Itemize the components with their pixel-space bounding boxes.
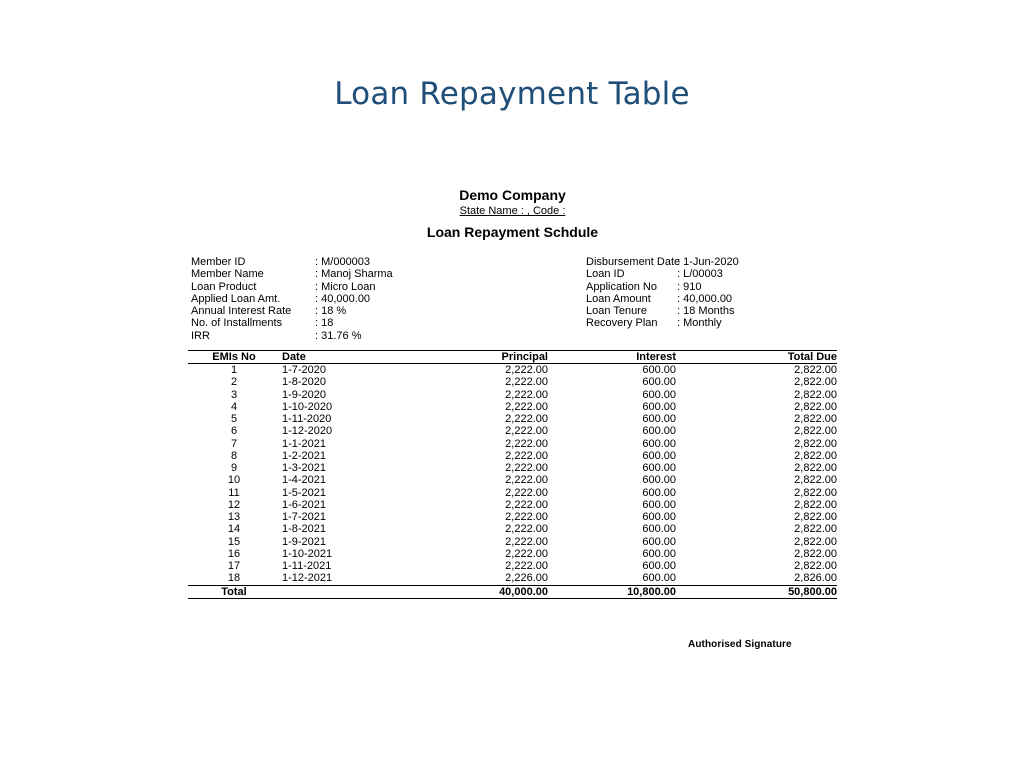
- total-due-cell: 2,822.00: [794, 462, 837, 475]
- member-info-row: [191, 268, 491, 280]
- table-row: [188, 450, 837, 462]
- total-due: 50,800.00: [676, 585, 837, 598]
- date-cell: 1-8-2020: [282, 376, 327, 389]
- table-row: [188, 401, 837, 413]
- date-cell: 1-2-2021: [282, 449, 327, 462]
- date-cell: 1-4-2021: [282, 474, 327, 487]
- emi-no-cell: 2: [230, 376, 238, 389]
- member-info: [191, 256, 491, 342]
- header-emi-no: EMIs No: [188, 351, 280, 364]
- member-info-row-label: Loan Product: [191, 280, 257, 293]
- emi-no-cell: 14: [227, 523, 241, 536]
- total-due-cell: 2,822.00: [794, 474, 837, 487]
- interest-cell: 600.00: [642, 376, 676, 389]
- interest-cell: 600.00: [642, 364, 676, 377]
- emi-no-cell: 7: [230, 437, 238, 450]
- interest-cell: 600.00: [642, 437, 676, 450]
- loan-info-row: [586, 281, 836, 293]
- principal-cell: 2,222.00: [505, 413, 548, 426]
- total-due-cell: 2,822.00: [794, 498, 837, 511]
- total-due-cell: 2,822.00: [794, 511, 837, 524]
- table-row: [188, 560, 837, 572]
- date-cell: 1-9-2020: [282, 388, 327, 401]
- emi-no-cell: 9: [230, 462, 238, 475]
- emi-no-cell: 1: [230, 364, 238, 377]
- table-row: [188, 389, 837, 401]
- emi-no-cell: 17: [227, 560, 241, 573]
- member-info-row-label: Annual Interest Rate: [191, 305, 292, 318]
- member-info-row-value: : 18: [315, 317, 334, 330]
- member-info-row-label: Member ID: [191, 256, 246, 268]
- total-due-cell: 2,822.00: [794, 425, 837, 438]
- table-header-row: [188, 351, 837, 364]
- member-info-row: [191, 256, 491, 268]
- member-info-row-label: Applied Loan Amt.: [191, 292, 281, 305]
- header-total-due: Total Due: [676, 351, 837, 364]
- loan-info-row: [586, 305, 836, 317]
- principal-cell: 2,222.00: [505, 547, 548, 560]
- interest-cell: 600.00: [642, 413, 676, 426]
- total-due-cell: 2,822.00: [794, 388, 837, 401]
- emi-no-cell: 15: [227, 535, 241, 548]
- principal-cell: 2,222.00: [505, 376, 548, 389]
- emi-no-cell: 3: [230, 388, 238, 401]
- emi-no-cell: 4: [230, 400, 238, 413]
- date-cell: 1-1-2021: [282, 437, 327, 450]
- table-total-row: [188, 585, 837, 598]
- emi-no-cell: 11: [228, 486, 240, 499]
- emi-no-cell: 16: [227, 547, 241, 560]
- member-info-row: [191, 305, 491, 317]
- loan-info-row-label: Loan Amount: [586, 292, 651, 305]
- interest-cell: 600.00: [642, 486, 676, 499]
- principal-cell: 2,222.00: [505, 437, 548, 450]
- total-date-blank: [280, 585, 372, 598]
- member-info-row-value: : 18 %: [315, 305, 347, 318]
- table-row: [188, 413, 837, 425]
- table-row: [188, 548, 837, 560]
- emi-no-cell: 12: [227, 498, 241, 511]
- emi-no-cell: 5: [230, 413, 238, 426]
- header-principal: Principal: [372, 351, 548, 364]
- company-name: Demo Company: [459, 187, 566, 203]
- table-row: [188, 438, 837, 450]
- date-cell: 1-11-2021: [282, 560, 332, 573]
- principal-cell: 2,226.00: [505, 572, 548, 585]
- table-row: [188, 487, 837, 499]
- emi-no-cell: 18: [227, 572, 241, 585]
- total-due-cell: 2,822.00: [794, 523, 837, 536]
- interest-cell: 600.00: [642, 572, 676, 585]
- member-info-row-label: IRR: [191, 329, 210, 342]
- interest-cell: 600.00: [642, 425, 676, 438]
- principal-cell: 2,222.00: [505, 560, 548, 573]
- header-date: Date: [280, 351, 372, 364]
- member-info-row-value: : Micro Loan: [315, 280, 376, 293]
- loan-info-row-value: : 910: [677, 280, 702, 293]
- total-label: Total: [188, 585, 280, 598]
- total-due-cell: 2,822.00: [794, 486, 837, 499]
- member-info-row-value: : Manoj Sharma: [315, 268, 393, 281]
- emi-no-cell: 8: [230, 449, 238, 462]
- principal-cell: 2,222.00: [505, 449, 548, 462]
- date-cell: 1-8-2021: [282, 523, 327, 536]
- principal-cell: 2,222.00: [505, 523, 548, 536]
- table-row: [188, 523, 837, 535]
- member-info-row: [191, 330, 491, 342]
- member-info-row: [191, 293, 491, 305]
- interest-cell: 600.00: [642, 511, 676, 524]
- principal-cell: 2,222.00: [505, 462, 548, 475]
- state-line: [188, 205, 837, 217]
- total-due-cell: 2,822.00: [794, 560, 837, 573]
- header-interest: Interest: [548, 351, 676, 364]
- total-due-cell: 2,822.00: [794, 413, 837, 426]
- emi-no-cell: 10: [227, 474, 241, 487]
- interest-cell: 600.00: [642, 535, 676, 548]
- total-due-cell: 2,822.00: [794, 376, 837, 389]
- principal-cell: 2,222.00: [505, 486, 548, 499]
- table-row: [188, 364, 837, 377]
- loan-info-row-value: : 40,000.00: [677, 292, 733, 305]
- emi-no-cell: 6: [230, 425, 238, 438]
- table-body: [188, 364, 837, 586]
- total-due-cell: 2,822.00: [794, 437, 837, 450]
- interest-cell: 600.00: [642, 462, 676, 475]
- member-info-row-value: : 31.76 %: [315, 329, 362, 342]
- date-cell: 1-10-2021: [282, 547, 333, 560]
- total-principal: 40,000.00: [372, 585, 548, 598]
- total-interest: 10,800.00: [548, 585, 676, 598]
- date-cell: 1-10-2020: [282, 400, 333, 413]
- total-due-cell: 2,822.00: [794, 547, 837, 560]
- interest-cell: 600.00: [642, 498, 676, 511]
- member-info-row-label: No. of Installments: [191, 317, 283, 330]
- state-line-text: State Name : , Code :: [459, 205, 566, 217]
- loan-info-row-value: : Monthly: [677, 317, 722, 330]
- loan-info-row: [586, 268, 836, 280]
- interest-cell: 600.00: [642, 388, 676, 401]
- interest-cell: 600.00: [642, 523, 676, 536]
- total-due-cell: 2,822.00: [794, 535, 837, 548]
- member-info-row-label: Member Name: [191, 268, 264, 281]
- member-info-row: [191, 317, 491, 329]
- table-row: [188, 536, 837, 548]
- interest-cell: 600.00: [642, 474, 676, 487]
- loan-info-row: [586, 317, 836, 329]
- loan-info-row: [586, 256, 836, 268]
- date-cell: 1-6-2021: [282, 498, 327, 511]
- date-cell: 1-3-2021: [282, 462, 327, 475]
- loan-info-row-value: : 18 Months: [677, 305, 735, 318]
- member-info-row-value: : 40,000.00: [315, 292, 371, 305]
- principal-cell: 2,222.00: [505, 474, 548, 487]
- total-due-cell: 2,822.00: [794, 449, 837, 462]
- interest-cell: 600.00: [642, 400, 676, 413]
- loan-info-row-value: : 1-Jun-2020: [677, 256, 739, 268]
- date-cell: 1-12-2020: [282, 425, 333, 438]
- member-info-row-value: : M/000003: [315, 256, 371, 268]
- loan-report: [188, 183, 837, 653]
- loan-info-row-value: : L/00003: [677, 268, 723, 281]
- total-due-cell: 2,822.00: [794, 400, 837, 413]
- date-cell: 1-5-2021: [282, 486, 327, 499]
- table-row: [188, 376, 837, 388]
- table-row: [188, 474, 837, 486]
- date-cell: 1-9-2021: [282, 535, 327, 548]
- principal-cell: 2,222.00: [505, 425, 548, 438]
- repayment-table: [188, 350, 837, 599]
- loan-info: [586, 256, 836, 330]
- table-row: [188, 499, 837, 511]
- emi-no-cell: 13: [227, 511, 241, 524]
- interest-cell: 600.00: [642, 560, 676, 573]
- report-title: Loan Repayment Schdule: [426, 224, 599, 240]
- loan-info-row-label: Recovery Plan: [586, 317, 658, 330]
- date-cell: 1-7-2021: [282, 511, 327, 524]
- table-row: [188, 462, 837, 474]
- slide-title: Loan Repayment Table: [334, 76, 690, 112]
- principal-cell: 2,222.00: [505, 498, 548, 511]
- principal-cell: 2,222.00: [505, 511, 548, 524]
- authorised-signature: Authorised Signature: [688, 639, 792, 650]
- table-row: [188, 425, 837, 437]
- loan-info-row: [586, 293, 836, 305]
- loan-info-row-label: Loan ID: [586, 268, 625, 281]
- interest-cell: 600.00: [642, 547, 676, 560]
- member-info-row: [191, 281, 491, 293]
- date-cell: 1-12-2021: [282, 572, 333, 585]
- loan-info-row-label: Application No: [586, 280, 657, 293]
- principal-cell: 2,222.00: [505, 535, 548, 548]
- table-row: [188, 572, 837, 585]
- total-due-cell: 2,826.00: [794, 572, 837, 585]
- loan-info-row-label: Disbursement Date: [586, 256, 681, 268]
- total-due-cell: 2,822.00: [794, 364, 837, 377]
- table-row: [188, 511, 837, 523]
- loan-info-row-label: Loan Tenure: [586, 305, 647, 318]
- date-cell: 1-7-2020: [282, 364, 327, 377]
- principal-cell: 2,222.00: [505, 388, 548, 401]
- date-cell: 1-11-2020: [282, 413, 332, 426]
- interest-cell: 600.00: [642, 449, 676, 462]
- principal-cell: 2,222.00: [505, 364, 548, 377]
- principal-cell: 2,222.00: [505, 400, 548, 413]
